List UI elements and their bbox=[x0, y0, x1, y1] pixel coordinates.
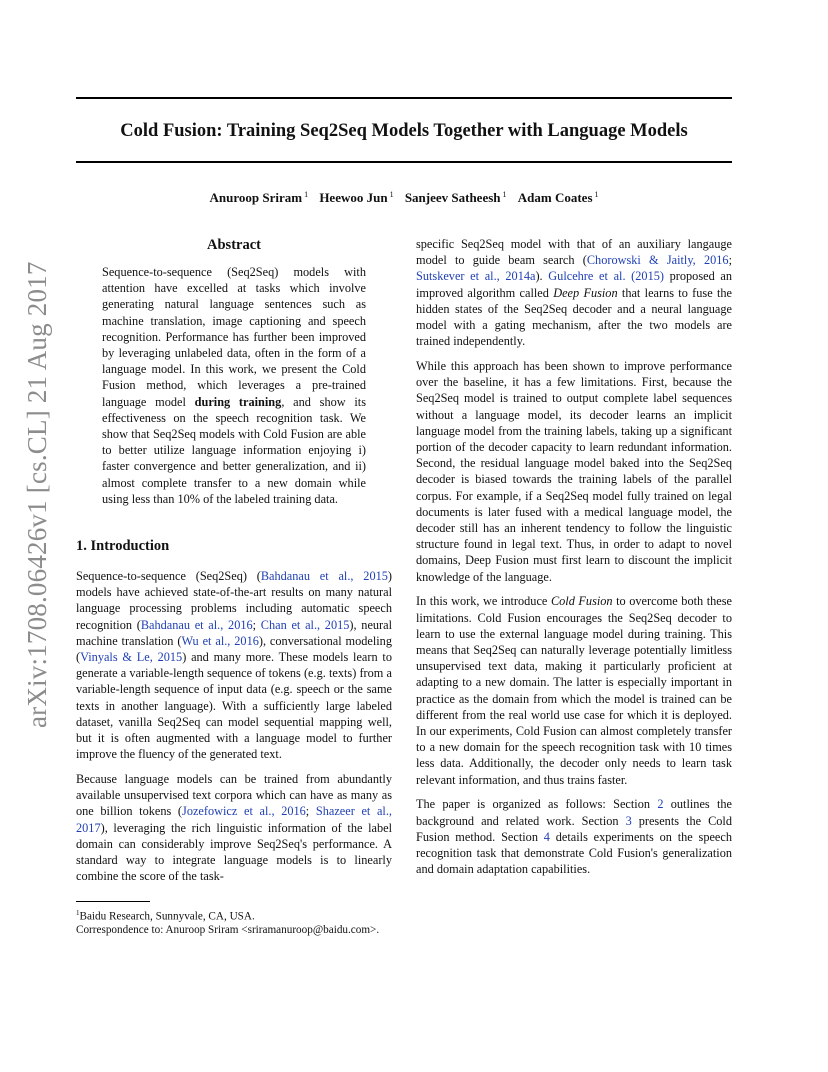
intro-paragraph-2: Because language models can be trained from abundantly available unsupervised text corpora which can have as many as one billion tokens (Jozefowicz et al., 2016; Shazeer et al., 2017), leveraging the rich linguistic information of the label domain can considerably improve Seq2Seq's performance. A standard way to integrate language models is to linearly combine the score of the task- bbox=[76, 772, 392, 884]
arxiv-side-label: arXiv:1708.06426v1 [cs.CL] 21 Aug 2017 bbox=[22, 261, 52, 728]
section-ref-link[interactable]: 2 bbox=[657, 797, 664, 812]
citation-link[interactable]: Wu et al., 2016 bbox=[181, 633, 259, 648]
section-ref-link[interactable]: 4 bbox=[543, 829, 550, 844]
right-paragraph-3: In this work, we introduce Cold Fusion to overcome both these limitations. Cold Fusion encourages the Seq2Seq decoder to learn to use the external language model during training. This means that Seq2Seq can naturally leverage potentially limitless unsupervised text data, making it particularly proficient at adapting to a new domain. The latter is especially important in practice as the domain from which the model is trained can be different from the real world use case for which it is deployed. In our experiments, Cold Fusion can almost completely transfer to a new domain for the speech recognition task with 10 times less data. Additionally, the decoder only needs to learn task relevant information, and thus trains faster. bbox=[416, 594, 732, 787]
top-rule bbox=[76, 97, 732, 99]
footnote-affiliation: $^1$Baidu Research, Sunnyvale, CA, USA. bbox=[76, 908, 255, 923]
author-list bbox=[76, 190, 732, 206]
author: Heewoo Jun $^1$ bbox=[319, 190, 394, 206]
right-column bbox=[416, 236, 732, 886]
author: Sanjeev Satheesh $^1$ bbox=[404, 190, 507, 206]
citation-link[interactable]: Chorowski & Jaitly, 2016 bbox=[586, 253, 729, 268]
paper-title: Cold Fusion: Training Seq2Seq Models Together with Language Models bbox=[120, 121, 688, 141]
author: Adam Coates $^1$ bbox=[517, 190, 599, 206]
left-column bbox=[76, 236, 392, 937]
abstract-text: Sequence-to-sequence (Seq2Seq) models with attention have excelled at tasks which involve generating natural language sentences such as machine translation, image captioning and speech recognition. Performance has further been improved by leveraging unlabeled data, often in the form of a language model. In this work, we present the Cold Fusion method, which leverages a pre-trained language model during training, and show its effectiveness on the speech recognition task. We show that Seq2Seq models with Cold Fusion are able to better utilize language information enjoying i) faster convergence and better generalization, and ii) almost complete transfer to a new domain while using less than 10% of the labeled training data. bbox=[102, 265, 366, 506]
citation-link[interactable]: Vinyals & Le, 2015 bbox=[80, 650, 183, 665]
footnote bbox=[76, 906, 392, 938]
section-heading-introduction: 1. Introduction bbox=[76, 538, 170, 555]
citation-link[interactable]: Jozefowicz et al., 2016 bbox=[182, 804, 306, 819]
citation-link[interactable]: Bahdanau et al., 2015 bbox=[260, 569, 388, 584]
citation-link[interactable]: Sutskever et al., 2014a bbox=[416, 269, 536, 284]
citation-link[interactable]: Bahdanau et al., 2016 bbox=[140, 617, 253, 632]
citation-link[interactable]: Shazeer et al., 2017 bbox=[76, 804, 392, 835]
footnote-correspondence: Correspondence to: Anuroop Sriram <sriramanuroop@baidu.com>. bbox=[76, 924, 380, 937]
abstract-body bbox=[76, 264, 392, 507]
citation-link[interactable]: Gulcehre et al. (2015) bbox=[548, 269, 664, 284]
right-paragraph-1: specific Seq2Seq model with that of an auxiliary langauge model to guide beam search (Chorowski & Jaitly, 2016; Sutskever et al., 2014a). Gulcehre et al. (2015) proposed an improved algorithm called Deep Fusion that learns to fuse the hidden states of the Seq2Seq decoder and a neural language model with a gating mechanism, after the two models are trained independently. bbox=[416, 237, 732, 349]
footnote-rule bbox=[76, 901, 150, 902]
title-bottom-rule bbox=[76, 161, 732, 163]
intro-paragraph-1: Sequence-to-sequence (Seq2Seq) (Bahdanau et al., 2015) models have achieved state-of-the-art results on many natural language processing problems including automatic speech recognition (Bahdanau et al., 2016; Chan et al., 2015), neural machine translation (Wu et al., 2016), conversational modeling (Vinyals & Le, 2015) and many more. These models learn to generate a variable-length sequence of tokens (e.g. texts) from a variable-length sequence of input data (e.g. speech or the same texts in another language). With a sufficiently large labeled dataset, vanilla Seq2Seq can model sequential mapping well, but it is often augmented with a language model to further improve the fluency of the generated text. bbox=[76, 569, 393, 762]
right-paragraph-2: While this approach has been shown to improve performance over the baseline, it has a few limitations. First, because the Seq2Seq model is trained to output complete label sequences without a language model, its decoder learns an implicit language model from the training labels, taking up a significant portion of the decoder capacity to learn redundant information. Second, the residual language model baked into the Seq2Seq decoder is biased towards the training labels of the parallel corpus. For example, if a Seq2Seq model fully trained on legal documents is later fused with a medical language model, the decoder still has an inherent tendency to follow the linguistic structure found in legal text. Thus, in order to adapt to novel domains, Deep Fusion must first learn to discount the implicit knowledge of the language. bbox=[416, 359, 732, 584]
section-ref-link[interactable]: 3 bbox=[625, 813, 632, 828]
right-paragraph-4: The paper is organized as follows: Section 2 outlines the background and related work. Section 3 presents the Cold Fusion method. Section 4 details experiments on the speech recognition task that demonstrate Cold Fusion's generalization and domain adaptation capabilities. bbox=[416, 797, 732, 877]
author: Anuroop Sriram $^1$ bbox=[209, 190, 309, 206]
abstract-heading: Abstract bbox=[207, 237, 261, 253]
citation-link[interactable]: Chan et al., 2015 bbox=[260, 617, 350, 632]
